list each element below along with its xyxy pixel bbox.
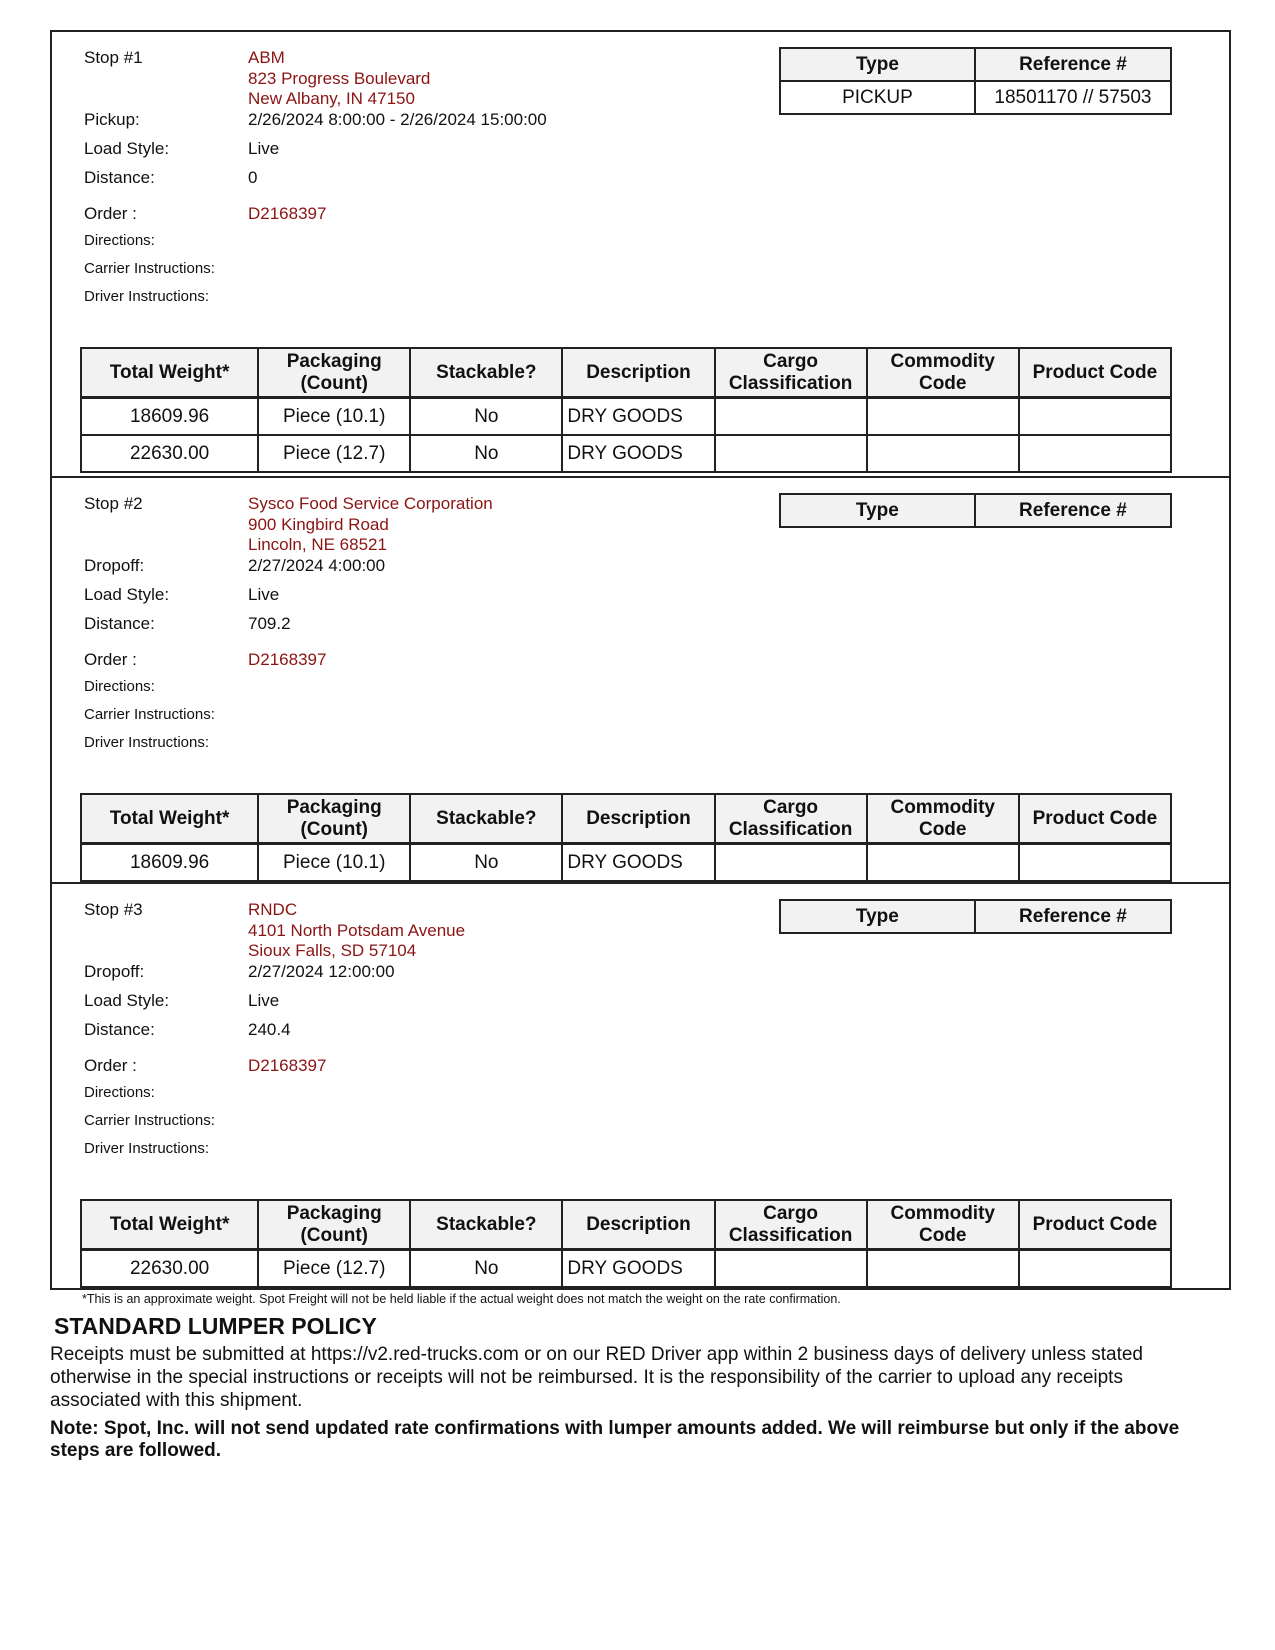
stackable: No — [410, 398, 562, 436]
distance-value: 709.2 — [248, 614, 291, 633]
cargo-classification — [715, 435, 867, 472]
load-style-value: Live — [248, 585, 280, 604]
total-weight-header: Total Weight* — [81, 348, 258, 398]
reference-header-row — [780, 48, 1171, 81]
commodity-code — [867, 435, 1019, 472]
cargo-row — [81, 435, 1171, 472]
packaging-header: Packaging (Count) — [258, 794, 410, 844]
order-label: Order : — [84, 650, 137, 669]
order-number: D2168397 — [248, 1056, 327, 1075]
total-weight: 18609.96 — [81, 844, 258, 882]
distance-label: Distance: — [84, 614, 155, 633]
lumper-policy-note: Note: Spot, Inc. will not send updated rate confirmations with lumper amounts added. We will reimburse but only if the above steps are followed. — [50, 1418, 1180, 1461]
directions-label: Directions: — [84, 1084, 155, 1101]
lumper-policy-title: STANDARD LUMPER POLICY — [54, 1313, 377, 1339]
cargo-classification-header: Cargo Classification — [715, 1200, 867, 1250]
directions-label: Directions: — [84, 232, 155, 249]
stop-number: Stop #2 — [84, 494, 143, 513]
load-style-value: Live — [248, 991, 280, 1010]
product-code-header: Product Code — [1019, 794, 1171, 844]
driver-instructions-label: Driver Instructions: — [84, 734, 210, 751]
reference-header: Reference # — [975, 900, 1171, 933]
rate-confirmation-stops — [50, 30, 1231, 1290]
cargo-classification — [715, 398, 867, 436]
reference-type: PICKUP — [780, 81, 975, 114]
order-number: D2168397 — [248, 204, 327, 223]
commodity-code — [867, 844, 1019, 882]
order-label: Order : — [84, 1056, 137, 1075]
stop-name: Sysco Food Service Corporation — [248, 494, 493, 513]
description: DRY GOODS — [562, 1250, 714, 1288]
stop-address-line1: 823 Progress Boulevard — [248, 69, 431, 88]
carrier-instructions-label: Carrier Instructions: — [84, 260, 215, 277]
type-header: Type — [780, 48, 975, 81]
stop-address-line2: Sioux Falls, SD 57104 — [248, 941, 417, 960]
cargo-row — [81, 844, 1171, 882]
load-style-label: Load Style: — [84, 991, 170, 1010]
driver-instructions-label: Driver Instructions: — [84, 1140, 210, 1157]
product-code — [1019, 398, 1171, 436]
reference-header: Reference # — [975, 494, 1171, 527]
distance-label: Distance: — [84, 1020, 155, 1039]
total-weight: 22630.00 — [81, 1250, 258, 1288]
stop-section-2 — [52, 476, 1229, 882]
commodity-code-header: Commodity Code — [867, 348, 1019, 398]
stop-address-line2: Lincoln, NE 68521 — [248, 535, 387, 554]
commodity-code-header: Commodity Code — [867, 1200, 1019, 1250]
product-code — [1019, 844, 1171, 882]
reference-table — [779, 47, 1172, 115]
cargo-header-row — [81, 348, 1171, 398]
packaging: Piece (12.7) — [258, 1250, 410, 1288]
cargo-table — [80, 347, 1172, 473]
load-style-value: Live — [248, 139, 280, 158]
time-label: Dropoff: — [84, 556, 145, 575]
reference-table — [779, 493, 1172, 528]
description: DRY GOODS — [562, 844, 714, 882]
cargo-table — [80, 1199, 1172, 1288]
reference-number: 18501170 // 57503 — [975, 81, 1171, 114]
stop-section-1 — [52, 32, 1229, 476]
directions-label: Directions: — [84, 678, 155, 695]
total-weight: 22630.00 — [81, 435, 258, 472]
distance-value: 240.4 — [248, 1020, 291, 1039]
stackable: No — [410, 435, 562, 472]
cargo-header-row — [81, 1200, 1171, 1250]
product-code — [1019, 1250, 1171, 1288]
cargo-table — [80, 793, 1172, 882]
type-header: Type — [780, 900, 975, 933]
packaging-header: Packaging (Count) — [258, 1200, 410, 1250]
stop-address-line1: 4101 North Potsdam Avenue — [248, 921, 466, 940]
total-weight-header: Total Weight* — [81, 794, 258, 844]
reference-row — [780, 81, 1171, 114]
cargo-row — [81, 1250, 1171, 1288]
cargo-row — [81, 398, 1171, 436]
distance-label: Distance: — [84, 168, 155, 187]
distance-value: 0 — [248, 168, 258, 187]
packaging: Piece (10.1) — [258, 398, 410, 436]
packaging-header: Packaging (Count) — [258, 348, 410, 398]
cargo-classification — [715, 844, 867, 882]
stackable: No — [410, 1250, 562, 1288]
stop-number: Stop #3 — [84, 900, 143, 919]
time-value: 2/27/2024 12:00:00 — [248, 962, 395, 981]
description-header: Description — [562, 348, 714, 398]
stackable-header: Stackable? — [410, 794, 562, 844]
driver-instructions-label: Driver Instructions: — [84, 288, 210, 305]
time-label: Dropoff: — [84, 962, 145, 981]
product-code — [1019, 435, 1171, 472]
reference-header-row — [780, 494, 1171, 527]
stop-section-3 — [52, 882, 1229, 1288]
stop-address-line2: New Albany, IN 47150 — [248, 89, 415, 108]
description-header: Description — [562, 1200, 714, 1250]
stop-address-line1: 900 Kingbird Road — [248, 515, 389, 534]
load-style-label: Load Style: — [84, 585, 170, 604]
stackable-header: Stackable? — [410, 348, 562, 398]
packaging: Piece (10.1) — [258, 844, 410, 882]
time-label: Pickup: — [84, 110, 140, 129]
reference-header-row — [780, 900, 1171, 933]
reference-header: Reference # — [975, 48, 1171, 81]
type-header: Type — [780, 494, 975, 527]
order-number: D2168397 — [248, 650, 327, 669]
time-value: 2/26/2024 8:00:00 - 2/26/2024 15:00:00 — [248, 110, 547, 129]
packaging: Piece (12.7) — [258, 435, 410, 472]
product-code-header: Product Code — [1019, 1200, 1171, 1250]
time-value: 2/27/2024 4:00:00 — [248, 556, 386, 575]
cargo-classification — [715, 1250, 867, 1288]
commodity-code-header: Commodity Code — [867, 794, 1019, 844]
cargo-classification-header: Cargo Classification — [715, 348, 867, 398]
cargo-header-row — [81, 794, 1171, 844]
load-style-label: Load Style: — [84, 139, 170, 158]
carrier-instructions-label: Carrier Instructions: — [84, 1112, 215, 1129]
stop-number: Stop #1 — [84, 48, 143, 67]
weight-footnote: *This is an approximate weight. Spot Freight will not be held liable if the actual weight does not match the weight on the rate confirmation. — [82, 1292, 841, 1306]
stackable-header: Stackable? — [410, 1200, 562, 1250]
commodity-code — [867, 1250, 1019, 1288]
stackable: No — [410, 844, 562, 882]
total-weight-header: Total Weight* — [81, 1200, 258, 1250]
carrier-instructions-label: Carrier Instructions: — [84, 706, 215, 723]
product-code-header: Product Code — [1019, 348, 1171, 398]
stop-name: RNDC — [248, 900, 298, 919]
description-header: Description — [562, 794, 714, 844]
reference-table — [779, 899, 1172, 934]
order-label: Order : — [84, 204, 137, 223]
lumper-policy-text: Receipts must be submitted at https://v2.red-trucks.com or on our RED Driver app within 2 business days of delivery unless stated otherwise in the special instructions or receipts will not be reimbursed. It is the responsibility of the carrier to upload any receipts associated with this shipment. — [50, 1344, 1143, 1411]
description: DRY GOODS — [562, 398, 714, 436]
description: DRY GOODS — [562, 435, 714, 472]
commodity-code — [867, 398, 1019, 436]
stop-name: ABM — [248, 48, 285, 67]
cargo-classification-header: Cargo Classification — [715, 794, 867, 844]
total-weight: 18609.96 — [81, 398, 258, 436]
